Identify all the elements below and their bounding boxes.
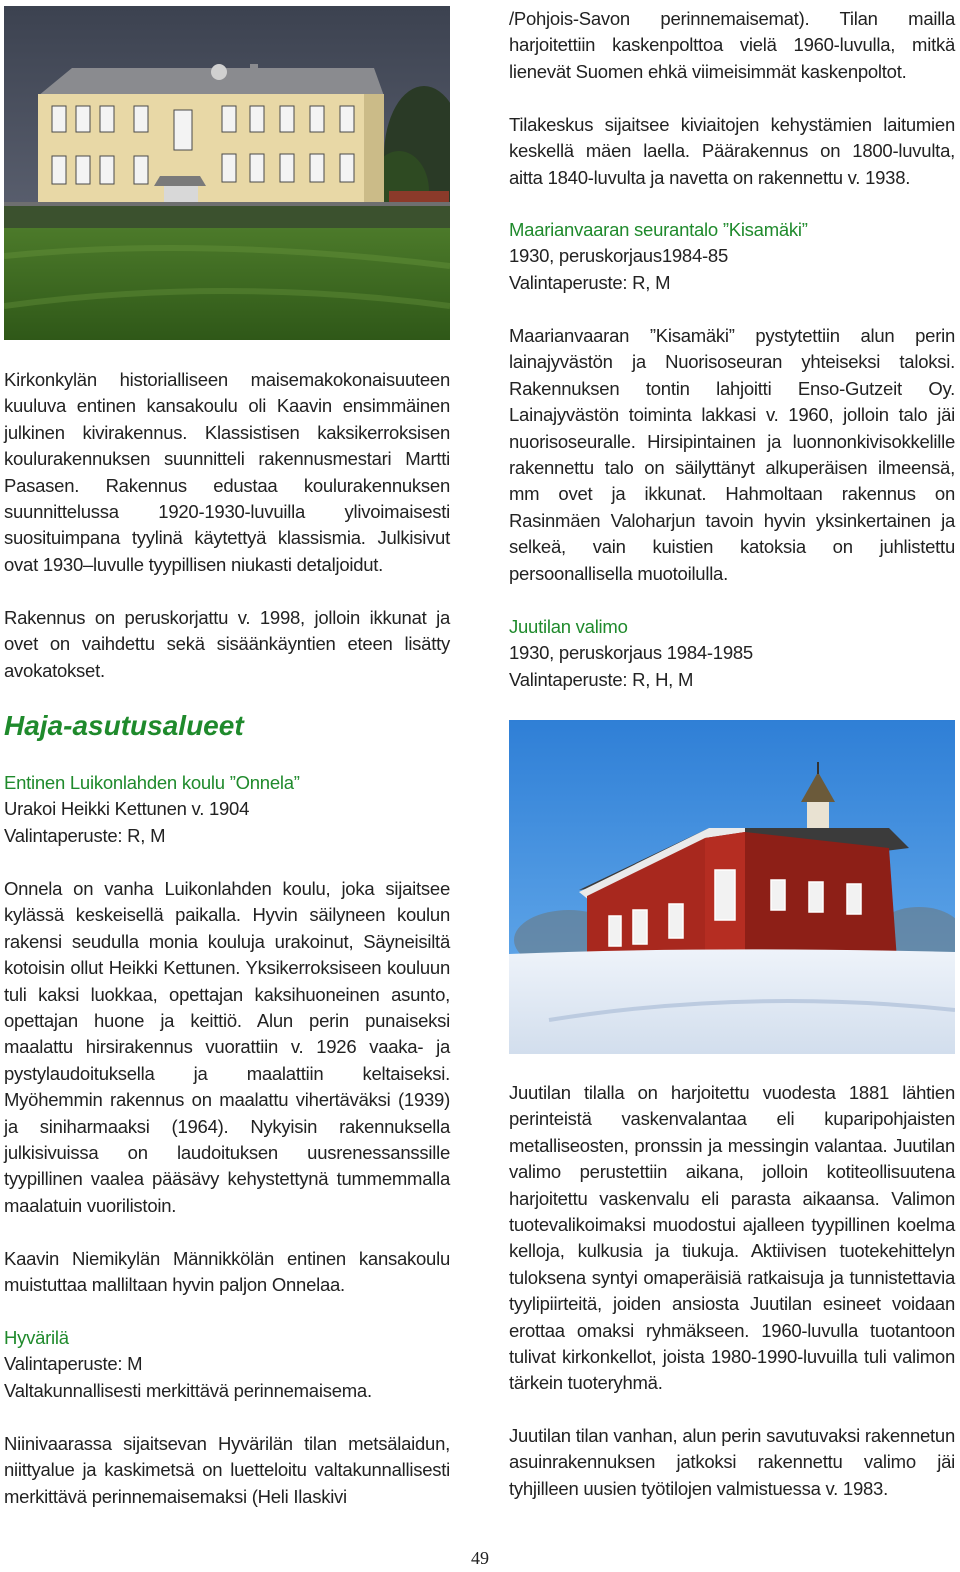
school-building-photo bbox=[4, 6, 450, 340]
onnela-title: Entinen Luikonlahden koulu ”Onnela” bbox=[4, 772, 300, 793]
kisamaki-title: Maarianvaaran seurantalo ”Kisamäki” bbox=[509, 219, 808, 240]
juutila-section bbox=[509, 614, 955, 693]
school-description bbox=[4, 367, 450, 578]
renovation-paragraph: Rakennus on peruskorjattu v. 1998, jolloin ikkunat ja ovet on vaihdettu sekä sisäänkäyntien eteen lisätty avokatokset. bbox=[4, 607, 450, 681]
juutila-years: 1930, peruskorjaus 1984-1985 bbox=[509, 642, 753, 664]
section-heading: Haja-asutusalueet bbox=[4, 710, 244, 741]
hyvarila-title: Hyvärilä bbox=[4, 1327, 69, 1348]
kisamaki-criteria: Valintaperuste: R, M bbox=[509, 271, 671, 293]
kisamaki-paragraph: Maarianvaaran ”Kisamäki” pystytettiin alun perin lainajyvästön ja Nuorisoseuran yhteiseksi taloksi. Rakennuksen tontin lahjoitti Enso-Gutzeit Oy. Lainajyvästön toiminta lakkasi v. 1960, jolloin talo jäi nuorisoseuralle. Hirsipintainen ja luonnonkivisokkelille rakennettu talo on säilyttänyt alkuperäisen ilmeensä, mm ovet ja ikkunat. Hahmoltaan rakennus on Rasinmäen Valoharjun tavoin hyvin yksinkertainen ja selkeä, vain kuistien katoksia on juhlistettu persoonallisella muotoilulla. bbox=[509, 325, 955, 584]
onnela-paragraph: Onnela on vanha Luikonlahden koulu, joka sijaitsee kylässä keskeisellä paikalla. Hyvin säilyneen koulun rakensi seudulla monia kouluja urakoinut, Säyneisiltä kotoisin ollut Heikki Kettunen. Yksikerroksiseen kouluun tuli kaksi luokkaa, opettajan kaksihuoneinen asunto, opettajan huone ja keittiö. Alun perin punaiseksi maalattu hirsirakennus vuorattiin v. 1926 vaaka- ja pystylaudoituksella ja maalattiin keltaiseksi. Myöhemmin rakennus on maalattu vihertäväksi (1939) ja siniharmaaksi (1964). Nykyisin rakennuksella julkisivuissa on laudoituksen uusrenessanssille tyypillinen vaalea pääsävy kehystettynä tummemmalla maalatuin vuorilistoin. bbox=[4, 878, 450, 1216]
juutila-criteria: Valintaperuste: R, H, M bbox=[509, 668, 694, 690]
hyvarila-section bbox=[4, 1325, 450, 1404]
foundry-building-photo bbox=[509, 720, 955, 1054]
tilakeskus-paragraph: Tilakeskus sijaitsee kiviaitojen kehystämien laitumien keskellä mäen laella. Päärakennus on 1800-luvulta, aitta 1840-luvulta ja navetta on rakennettu v. 1938. bbox=[509, 114, 955, 188]
school-paragraph: Kirkonkylän historialliseen maisemakokonaisuuteen kuuluva entinen kansakoulu oli Kaavin ensimmäinen julkinen kivirakennus. Klassistisen kaksikerroksisen koulurakennuksen suunnitteli rakennusmestari Martti Pasasen. Rakennus edustaa koulurakennuksen suunnittelussa 1920-1930-luvuilla ylivoimaisesti suosituimpana tyylinä käytettyä klassismia. Julkisivut ovat 1930–luvulle tyypillisen niukasti detaljoidut. bbox=[4, 369, 450, 575]
kisamaki-years: 1930, peruskorjaus1984-85 bbox=[509, 245, 728, 267]
juutila-building-paragraph: Juutilan tilan vanhan, alun perin savutuvaksi rakennetun asuinrakennuksen jatkoksi rakennettu valimo jäi tyhjilleen uusien työtilojen valmistuessa v. 1983. bbox=[509, 1425, 955, 1499]
page-number: 49 bbox=[471, 1548, 489, 1568]
hyvarila-paragraph: Niinivaarassa sijaitsevan Hyvärilän tilan metsälaidun, niittyalue ja kaskimetsä on luetteloitu valtakunnallisesti merkittävä perinnemaisemaksi (Heli Ilaskivi bbox=[4, 1433, 450, 1507]
onnela-builder: Urakoi Heikki Kettunen v. 1904 bbox=[4, 798, 250, 820]
hyvarila-continuation: /Pohjois-Savon perinnemaisemat). Tilan mailla harjoitettiin kaskenpolttoa vielä 1960-luvulla, mitkä lienevät Suomen ehkä viimeisimmät kaskenpoltot. bbox=[509, 8, 955, 82]
mannikkola-paragraph: Kaavin Niemikylän Männikkölän entinen kansakoulu muistuttaa malliltaan hyvin paljon Onnelaa. bbox=[4, 1248, 450, 1296]
juutila-paragraph: Juutilan tilalla on harjoitettu vuodesta 1881 lähtien perinteistä vaskenvalantaa eli kuparipohjaisten metalliseosten, pronssin ja messingin valantaa. Juutilan valimo perustettiin aikana, jolloin kotiteollisuutena harjoitettu vaskenvalu eli parasta aikaansa. Valimon tuotevalikoimaksi muodostui ajalleen tyypillinen koelma kelloja, kulkusia ja tiukuja. Aktiivisen tuotekehittelyn tuloksena syntyi omaperäisiä ratkaisuja ja tunnistettavia tyylipiirteitä, joiden ansiosta Juutilan esineet voidaan erottaa omaksi ryhmäkseen. 1960-luvulla tuotantoon tulivat kirkonkellot, joista 1980-1990-luvuilla tuli valimon tärkein tuoteryhmä. bbox=[509, 1082, 955, 1394]
onnela-section bbox=[4, 770, 450, 849]
hyvarila-criteria: Valintaperuste: M bbox=[4, 1353, 143, 1375]
juutila-title: Juutilan valimo bbox=[509, 616, 628, 637]
onnela-criteria: Valintaperuste: R, M bbox=[4, 824, 166, 846]
hyvarila-significance: Valtakunnallisesti merkittävä perinnemaisema. bbox=[4, 1379, 372, 1401]
renovation-description bbox=[4, 605, 450, 684]
kisamaki-section bbox=[509, 217, 955, 296]
